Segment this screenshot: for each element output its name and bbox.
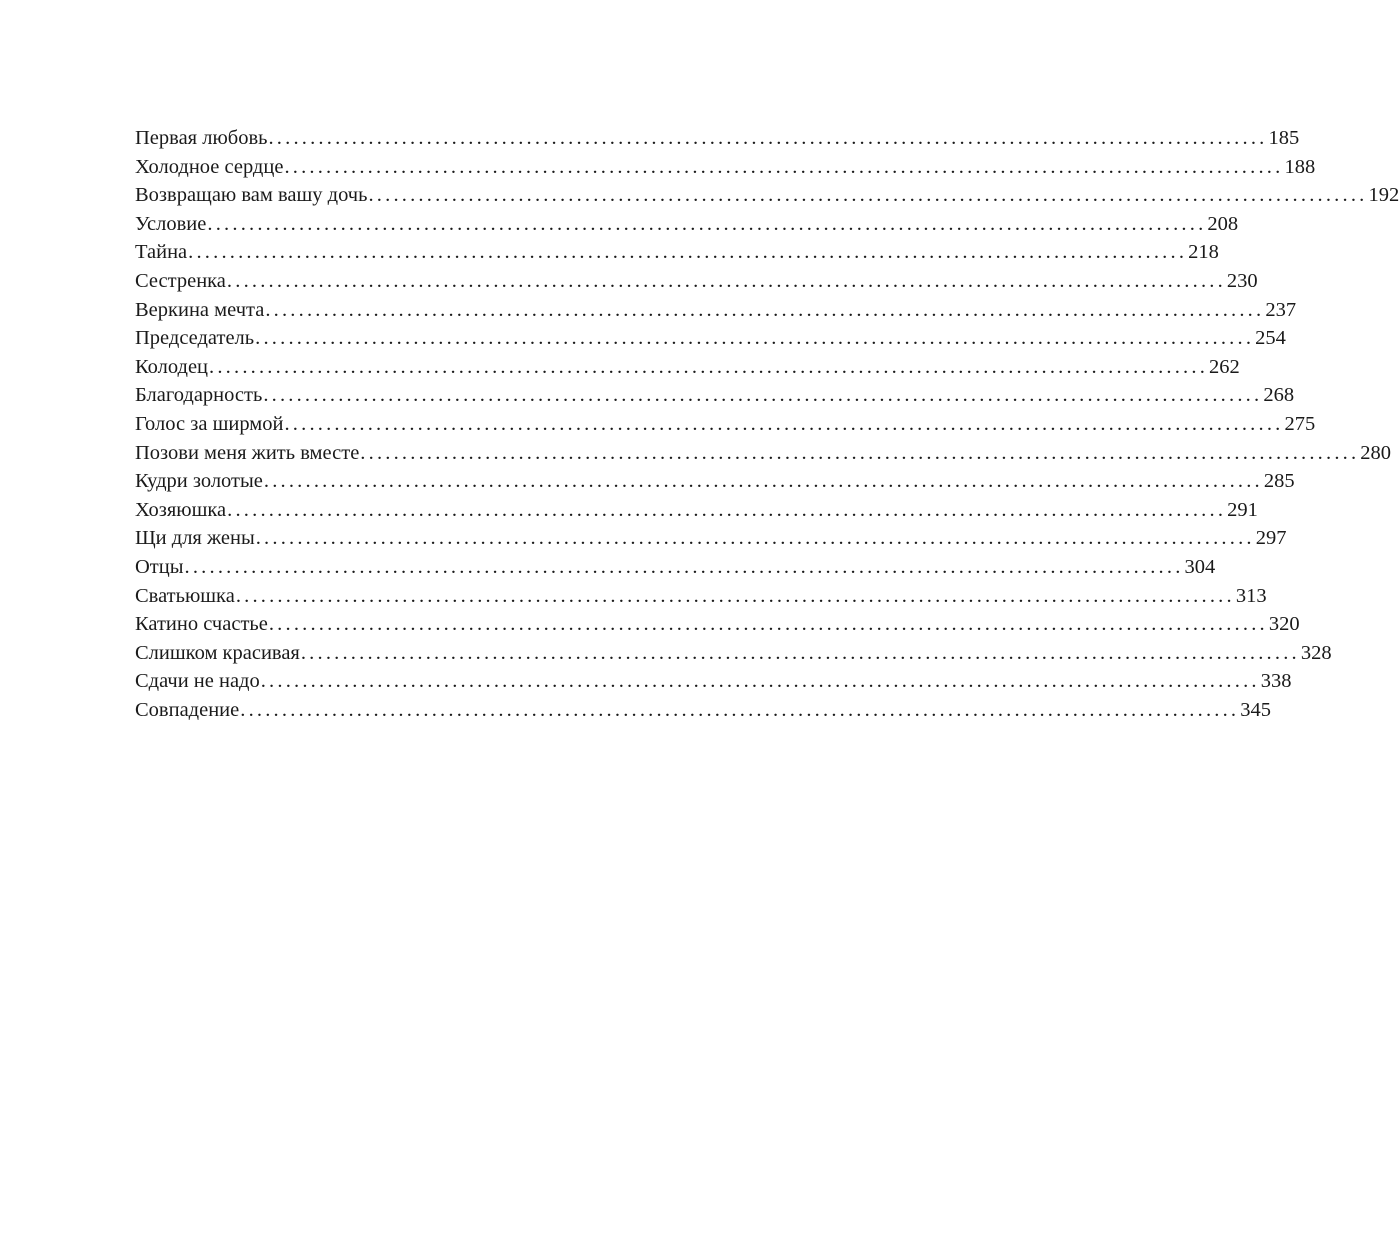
toc-entry — [135, 153, 1316, 182]
toc-entry — [135, 296, 1297, 325]
table-of-contents — [135, 124, 1399, 724]
toc-entry-page: 285 — [1263, 470, 1295, 493]
toc-entry-page: 188 — [1284, 155, 1316, 178]
toc-entry — [135, 610, 1300, 639]
toc-entry — [135, 267, 1258, 296]
toc-entry-title: Тайна — [135, 241, 188, 264]
toc-entry-page: 313 — [1235, 584, 1267, 607]
toc-dot-leader: ........................................................................................................................ — [209, 355, 1209, 378]
toc-entry-title: Кудри золотые — [135, 470, 263, 493]
toc-entry — [135, 467, 1295, 496]
toc-entry-title: Хозяюшка — [135, 498, 227, 521]
toc-entry-page: 280 — [1360, 441, 1392, 464]
toc-dot-leader: ........................................................................................................................ — [284, 155, 1284, 178]
toc-dot-leader: ........................................................................................................................ — [255, 527, 1255, 550]
toc-entry — [135, 582, 1267, 611]
toc-entry-page: 262 — [1209, 355, 1240, 378]
toc-entry-title: Сдачи не надо — [135, 670, 260, 693]
toc-entry — [135, 639, 1332, 668]
toc-entry — [135, 353, 1240, 382]
toc-dot-leader: ........................................................................................................................ — [184, 555, 1184, 578]
toc-entry-title: Благодарность — [135, 384, 263, 407]
toc-entry-title: Голос за ширмой — [135, 412, 284, 435]
toc-entry-page: 254 — [1255, 327, 1286, 350]
toc-dot-leader: ........................................................................................................................ — [265, 298, 1265, 321]
toc-entry-title: Отцы — [135, 555, 184, 578]
toc-entry — [135, 496, 1258, 525]
toc-entry-page: 218 — [1188, 241, 1219, 264]
toc-entry-page: 237 — [1265, 298, 1297, 321]
toc-entry — [135, 553, 1216, 582]
toc-entry-title: Слишком красивая — [135, 641, 300, 664]
toc-dot-leader: ........................................................................................................................ — [188, 241, 1188, 264]
toc-entry — [135, 667, 1292, 696]
toc-dot-leader: ........................................................................................................................ — [263, 470, 1263, 493]
toc-entry — [135, 439, 1392, 468]
toc-entry-page: 208 — [1207, 212, 1239, 235]
toc-entry-page: 185 — [1268, 127, 1300, 149]
toc-entry — [135, 524, 1287, 553]
toc-entry-title: Катино счастье — [135, 613, 268, 636]
toc-entry-page: 275 — [1284, 412, 1316, 435]
toc-entry-page: 230 — [1226, 269, 1258, 292]
toc-entry-page: 268 — [1263, 384, 1295, 407]
toc-entry-page: 328 — [1300, 641, 1332, 664]
toc-entry-page: 192 — [1368, 184, 1399, 207]
toc-entry — [135, 696, 1271, 725]
toc-dot-leader: ........................................................................................................................ — [226, 269, 1226, 292]
toc-entry — [135, 181, 1399, 210]
toc-dot-leader: ........................................................................................................................ — [300, 641, 1300, 664]
toc-dot-leader: ........................................................................................................................ — [255, 327, 1255, 350]
toc-entry-title: Холодное сердце — [135, 155, 284, 178]
toc-entry-title: Условие — [135, 212, 207, 235]
toc-entry — [135, 238, 1219, 267]
toc-entry-title: Совпадение — [135, 698, 240, 721]
toc-entry-title: Сестренка — [135, 269, 226, 292]
toc-entry-page: 297 — [1255, 527, 1287, 550]
toc-dot-leader: ........................................................................................................................ — [268, 127, 1268, 149]
toc-entry-page: 304 — [1184, 555, 1216, 578]
toc-entry-page: 345 — [1240, 698, 1271, 721]
toc-entry — [135, 381, 1295, 410]
toc-entry-title: Позови меня жить вместе — [135, 441, 360, 464]
toc-dot-leader: ........................................................................................................................ — [360, 441, 1360, 464]
toc-entry-title: Щи для жены — [135, 527, 255, 550]
toc-entry-title: Председатель — [135, 327, 255, 350]
toc-entry-page: 320 — [1268, 613, 1300, 636]
toc-dot-leader: ........................................................................................................................ — [263, 384, 1263, 407]
toc-dot-leader: ........................................................................................................................ — [235, 584, 1235, 607]
toc-entry — [135, 124, 1300, 153]
toc-dot-leader: ........................................................................................................................ — [240, 698, 1240, 721]
toc-entry-title: Веркина мечта — [135, 298, 265, 321]
toc-entry-title: Колодец — [135, 355, 209, 378]
toc-entry-title: Сватьюшка — [135, 584, 235, 607]
toc-dot-leader: ........................................................................................................................ — [368, 184, 1368, 207]
toc-dot-leader: ........................................................................................................................ — [284, 412, 1284, 435]
toc-entry — [135, 210, 1239, 239]
toc-entry-title: Первая любовь — [135, 127, 268, 149]
toc-dot-leader: ........................................................................................................................ — [268, 613, 1268, 636]
toc-dot-leader: ........................................................................................................................ — [260, 670, 1260, 693]
toc-entry — [135, 410, 1316, 439]
toc-entry-title: Возвращаю вам вашу дочь — [135, 184, 368, 207]
toc-dot-leader: ........................................................................................................................ — [227, 498, 1227, 521]
toc-entry-page: 338 — [1260, 670, 1292, 693]
toc-dot-leader: ........................................................................................................................ — [207, 212, 1207, 235]
toc-entry-page: 291 — [1227, 498, 1258, 521]
toc-entry — [135, 324, 1286, 353]
